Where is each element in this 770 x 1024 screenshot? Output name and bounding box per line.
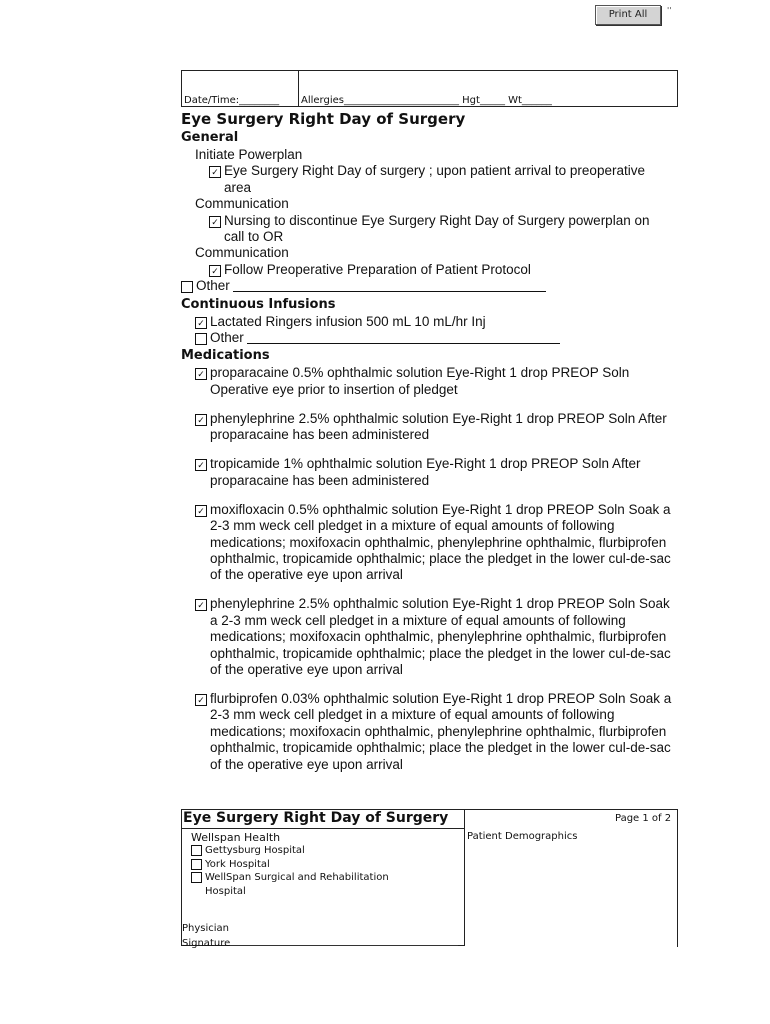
order-text: Follow Preoperative Preparation of Patient Protocol <box>224 261 531 277</box>
medication-text: phenylephrine 2.5% ophthalmic solution Eye-Right 1 drop PREOP Soln Soak a 2-3 mm weck cell pledget in a mixture of equal amounts of following medications; moxifoxacin ophthalmic, phenylephrine ophthalmic, flurbiprofen ophthalmic, tropicamide ophthalmic; place the pledget in the lower cul-de-sac of the operative eye upon arrival <box>210 596 671 677</box>
unchecked-checkbox-icon[interactable] <box>195 333 207 345</box>
date-time-field[interactable]: Date/Time:________ <box>184 95 280 106</box>
order-text: Eye Surgery Right Day of surgery ; upon patient arrival to preoperative area <box>224 163 645 195</box>
other-input-line[interactable] <box>233 278 546 292</box>
initiate-powerplan-label: Initiate Powerplan <box>195 147 303 162</box>
patient-demographics-label: Patient Demographics <box>467 831 578 842</box>
order-item[interactable] <box>181 213 681 246</box>
order-item[interactable] <box>181 163 681 196</box>
header-divider <box>298 71 299 107</box>
page-title: Eye Surgery Right Day of Surgery <box>181 110 466 128</box>
medication-item[interactable] <box>181 456 681 489</box>
unchecked-checkbox-icon[interactable] <box>191 845 202 856</box>
checked-checkbox-icon[interactable]: ✓ <box>195 459 207 471</box>
medication-item[interactable] <box>181 365 681 398</box>
form-footer <box>181 809 678 947</box>
medication-text: proparacaine 0.5% ophthalmic solution Eye-Right 1 drop PREOP Soln Operative eye prior to insertion of pledget <box>210 365 630 397</box>
medication-text: tropicamide 1% ophthalmic solution Eye-Right 1 drop PREOP Soln After proparacaine has been administered <box>210 456 641 488</box>
checked-checkbox-icon[interactable]: ✓ <box>209 216 221 228</box>
hospital-label: York Hospital <box>205 859 270 870</box>
medication-item[interactable] <box>181 691 681 773</box>
print-mark: '' <box>667 6 672 15</box>
other-label: Other <box>210 330 244 346</box>
hospital-label-cont: Hospital <box>205 886 246 897</box>
hospital-label: WellSpan Surgical and Rehabilitation <box>205 872 389 883</box>
checked-checkbox-icon[interactable]: ✓ <box>209 166 221 178</box>
medication-text: phenylephrine 2.5% ophthalmic solution Eye-Right 1 drop PREOP Soln After proparacaine has been administered <box>210 410 667 443</box>
hospital-label-continued <box>205 886 246 897</box>
patient-header-box <box>181 70 678 107</box>
unchecked-checkbox-icon[interactable] <box>191 859 202 870</box>
checked-checkbox-icon[interactable]: ✓ <box>195 505 207 517</box>
other-input-line[interactable] <box>247 330 560 344</box>
medication-text: moxifloxacin 0.5% ophthalmic solution Eye-Right 1 drop PREOP Soln Soak a 2-3 mm weck cell pledget in a mixture of equal amounts of following medications; moxifoxacin ophthalmic, phenylephrine ophthalmic, flurbiprofen ophthalmic, tropicamide ophthalmic; place the pledget in the lower cul-de-sac of the operative eye upon arrival <box>210 501 671 583</box>
medication-item[interactable] <box>181 411 681 444</box>
medication-text: flurbiprofen 0.03% ophthalmic solution Eye-Right 1 drop PREOP Soln Soak a 2-3 mm weck cell pledget in a mixture of equal amounts of following medications; moxifoxacin ophthalmic, phenylephrine ophthalmic, flurbiprofen ophthalmic, tropicamide ophthalmic; place the pledget in the lower cul-de-sac of the operative eye upon arrival <box>210 690 672 772</box>
checked-checkbox-icon[interactable]: ✓ <box>209 265 221 277</box>
unchecked-checkbox-icon[interactable] <box>181 281 193 293</box>
unchecked-checkbox-icon[interactable] <box>191 872 202 883</box>
checked-checkbox-icon[interactable]: ✓ <box>195 368 207 380</box>
footer-right-edge <box>677 829 678 947</box>
page-number: Page 1 of 2 <box>615 813 672 824</box>
footer-title: Eye Surgery Right Day of Surgery <box>183 810 449 826</box>
other-item[interactable] <box>181 330 681 346</box>
print-all-button[interactable]: Print All <box>595 5 661 25</box>
order-form <box>181 110 681 786</box>
section-medications-heading: Medications <box>181 348 270 364</box>
footer-separator <box>181 828 465 829</box>
hospital-option[interactable] <box>191 859 270 870</box>
communication-label: Communication <box>195 245 289 261</box>
hospital-option[interactable] <box>191 845 305 856</box>
other-item[interactable] <box>181 278 681 294</box>
order-text: Nursing to discontinue Eye Surgery Right Day of Surgery powerplan on call to OR <box>224 212 650 245</box>
order-item[interactable] <box>181 314 681 330</box>
communication-label: Communication <box>195 196 289 212</box>
signature-field[interactable] <box>182 936 458 949</box>
signature-line[interactable] <box>230 936 458 946</box>
checked-checkbox-icon[interactable]: ✓ <box>195 414 207 426</box>
checked-checkbox-icon[interactable]: ✓ <box>195 694 207 706</box>
checked-checkbox-icon[interactable]: ✓ <box>195 317 207 329</box>
hospital-option[interactable] <box>191 872 389 883</box>
hospital-label: Gettysburg Hospital <box>205 845 305 856</box>
medication-item[interactable] <box>181 502 681 584</box>
order-text: Lactated Ringers infusion 500 mL 10 mL/hr Inj <box>210 313 486 329</box>
medication-item[interactable] <box>181 596 681 678</box>
order-item[interactable] <box>181 262 681 278</box>
medication-list <box>181 365 681 773</box>
other-label: Other <box>196 278 230 294</box>
section-general-heading: General <box>181 130 239 145</box>
physician-label: Physician <box>182 923 230 934</box>
section-infusions-heading: Continuous Infusions <box>181 296 336 312</box>
checked-checkbox-icon[interactable]: ✓ <box>195 599 207 611</box>
organization-name: Wellspan Health <box>191 831 281 844</box>
signature-label: Signature <box>182 938 231 949</box>
allergies-field[interactable]: Allergies_______________________ Hgt_____ Wt______ <box>301 95 552 106</box>
